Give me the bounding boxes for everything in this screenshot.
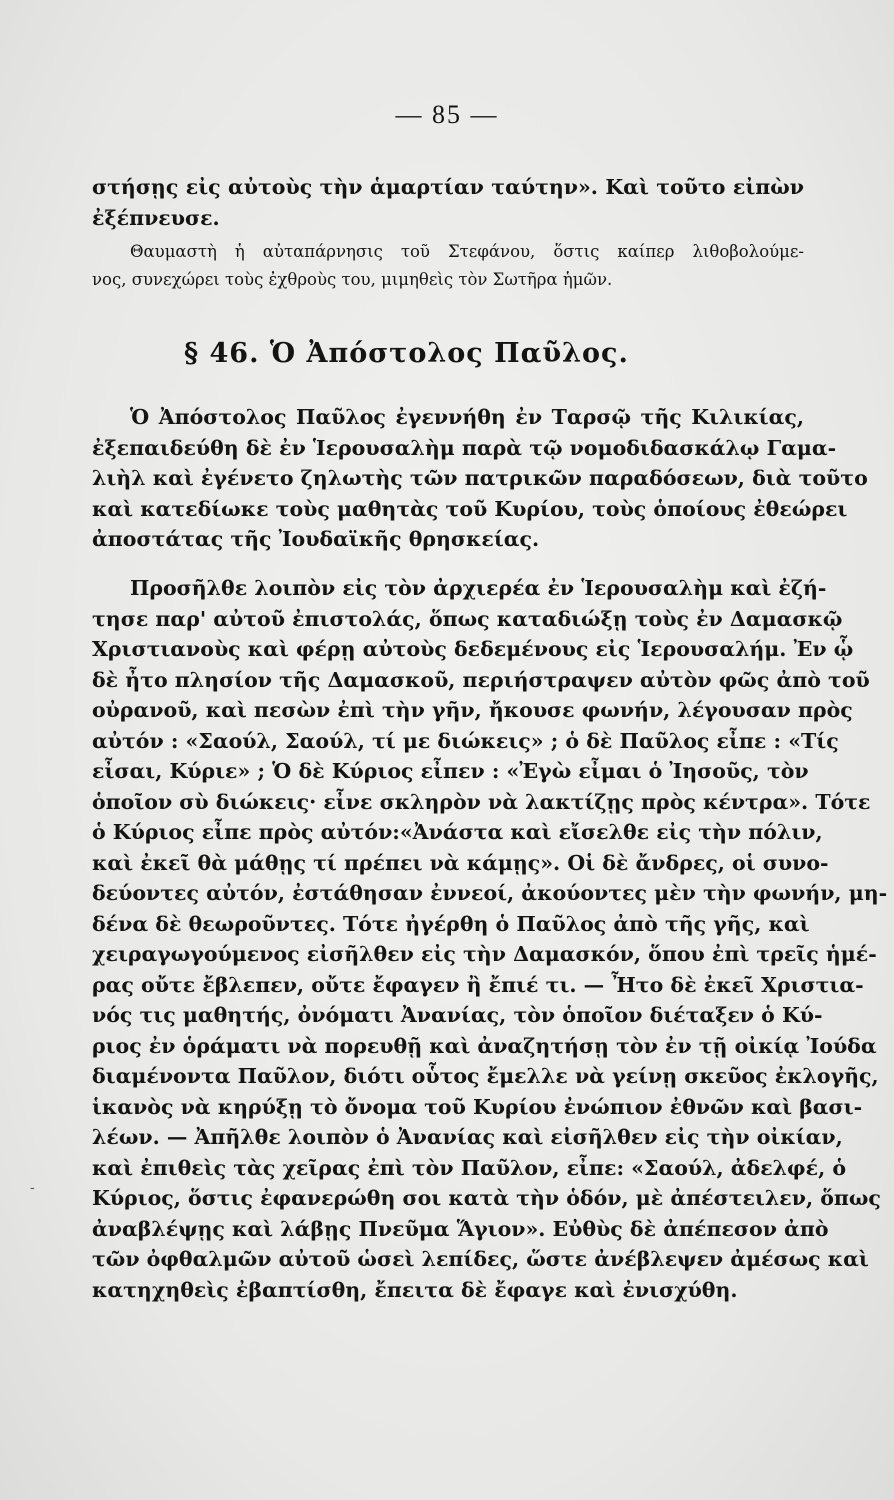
paragraph-2	[92, 573, 888, 1305]
text-line: αὐτόν : «Σαούλ, Σαούλ, τί με διώκεις» ; ὁ δὲ Παῦλος εἶπε : «Τίς	[92, 728, 839, 753]
text-line: εἶσαι, Κύριε» ; Ὁ δὲ Κύριος εἶπεν : «Ἐγὼ εἶμαι ὁ Ἰησοῦς, τὸν	[92, 759, 809, 783]
text-line: ὁ Κύριος εἶπε πρὸς αὐτόν:«Ἀνάστα καὶ εἴσελθε εἰς τὴν πόλιν,	[92, 820, 823, 844]
text-line: λιὴλ καὶ ἐγένετο ζηλωτὴς τῶν πατρικῶν παραδόσεων, διὰ τοῦτο	[92, 466, 868, 490]
text-line: νος, συνεχώρει τοὺς ἐχθροὺς του, μιμηθεὶς τὸν Σωτῆρα ἡμῶν.	[92, 270, 613, 289]
text-line: ὁποῖον σὺ διώκεις· εἶνε σκληρὸν νὰ λακτίζῃς πρὸς κέντρα». Τότε	[92, 789, 871, 814]
text-line: χειραγωγούμενος εἰσῆλθεν εἰς τὴν Δαμασκόν, ὅπου ἐπὶ τρεῖς ἡμέ-	[92, 942, 877, 966]
text-line: οὐρανοῦ, καὶ πεσὼν ἐπὶ τὴν γῆν, ἤκουσε φωνήν, λέγουσαν πρὸς	[92, 698, 853, 722]
text-line: καὶ ἐκεῖ θὰ μάθῃς τί πρέπει νὰ κάμῃς». Οἱ δὲ ἄνδρες, οἱ συνο-	[92, 850, 829, 875]
text-line: τησε παρ' αὐτοῦ ἐπιστολάς, ὅπως καταδιώξῃ τοὺς ἐν Δαμασκῷ	[92, 606, 843, 631]
text-line: ἐξεπαιδεύθη δὲ ἐν Ἱερουσαλὴμ παρὰ τῷ νομοδιδασκάλῳ Γαμα-	[92, 435, 837, 460]
text-line: ἀποστάτας τῆς Ἰουδαϊκῆς θρησκείας.	[92, 527, 540, 551]
intro-text	[92, 172, 804, 233]
section-heading: § 46. Ὁ Ἀπόστολος Παῦλος.	[184, 338, 629, 369]
text-line: δένα δὲ θεωροῦντες. Τότε ἠγέρθη ὁ Παῦλος ἀπὸ τῆς γῆς, καὶ	[92, 911, 810, 936]
text-line: κατηχηθεὶς ἐβαπτίσθη, ἔπειτα δὲ ἔφαγε καὶ ἐνισχύθη.	[92, 1277, 738, 1302]
paragraph-1	[92, 402, 868, 555]
text-line: δεύοντες αὐτόν, ἐστάθησαν ἐννεοί, ἀκούοντες μὲν τὴν φωνήν, μη-	[92, 881, 888, 905]
commentary-note	[92, 238, 804, 294]
text-line: δὲ ἦτο πλησίον τῆς Δαμασκοῦ, περιήστραψεν αὐτὸν φῶς ἀπὸ τοῦ	[92, 667, 870, 692]
text-line: ἱκανὸς νὰ κηρύξῃ τὸ ὄνομα τοῦ Κυρίου ἐνώπιον ἐθνῶν καὶ βασι-	[92, 1094, 863, 1119]
text-line: τῶν ὀφθαλμῶν αὐτοῦ ὡσεὶ λεπίδες, ὥστε ἀνέβλεψεν ἀμέσως καὶ	[92, 1247, 869, 1271]
text-line: καὶ κατεδίωκε τοὺς μαθητὰς τοῦ Κυρίου, τοὺς ὁποίους ἐθεώρει	[92, 496, 848, 521]
text-line: νός τις μαθητής, ὀνόματι Ἀνανίας, τὸν ὁποῖον διέταξεν ὁ Κύ-	[92, 1003, 823, 1027]
text-line: Θαυμαστὴ ἡ αὐταπάρνησις τοῦ Στεφάνου, ὅστις καίπερ λιθοβολούμε-	[130, 242, 804, 261]
text-line: διαμένοντα Παῦλον, διότι οὗτος ἔμελλε νὰ γείνῃ σκεῦος ἐκλογῆς,	[92, 1064, 879, 1088]
text-line: στήσῃς εἰς αὐτοὺς τὴν ἁμαρτίαν ταύτην». Καὶ τοῦτο εἰπὼν	[92, 175, 804, 199]
text-line: ριος ἐν ὁράματι νὰ πορευθῇ καὶ ἀναζητήσῃ τὸν ἐν τῇ οἰκίᾳ Ἰούδα	[92, 1033, 877, 1058]
margin-mark: -	[30, 1180, 35, 1196]
text-line: Ὁ Ἀπόστολος Παῦλος ἐγεννήθη ἐν Ταρσῷ τῆς Κιλικίας,	[130, 405, 804, 429]
text-line: καὶ ἐπιθεὶς τὰς χεῖρας ἐπὶ τὸν Παῦλον, εἶπε: «Σαούλ, ἀδελφέ, ὁ	[92, 1155, 847, 1180]
text-line: Κύριος, ὅστις ἐφανερώθη σοι κατὰ τὴν ὁδόν, μὲ ἀπέστειλεν, ὅπως	[92, 1186, 881, 1210]
text-line: Χριστιανοὺς καὶ φέρῃ αὐτοὺς δεδεμένους εἰς Ἱερουσαλήμ. Ἐν ᾧ	[92, 637, 854, 661]
text-line: ἀναβλέψῃς καὶ λάβῃς Πνεῦμα Ἅγιον». Εὐθὺς δὲ ἀπέπεσον ἀπὸ	[92, 1216, 829, 1241]
page-number: — 85 —	[395, 100, 499, 129]
text-line: ρας οὔτε ἔβλεπεν, οὔτε ἔφαγεν ἢ ἔπιέ τι. — Ἦτο δὲ ἐκεῖ Χριστια-	[92, 972, 864, 997]
text-line: ἐξέπνευσε.	[92, 205, 220, 230]
text-line: Προσῆλθε λοιπὸν εἰς τὸν ἀρχιερέα ἐν Ἱερουσαλὴμ καὶ ἐζή-	[130, 576, 827, 600]
text-line: λέων. — Ἀπῆλθε λοιπὸν ὁ Ἀνανίας καὶ εἰσῆλθεν εἰς τὴν οἰκίαν,	[92, 1125, 843, 1149]
